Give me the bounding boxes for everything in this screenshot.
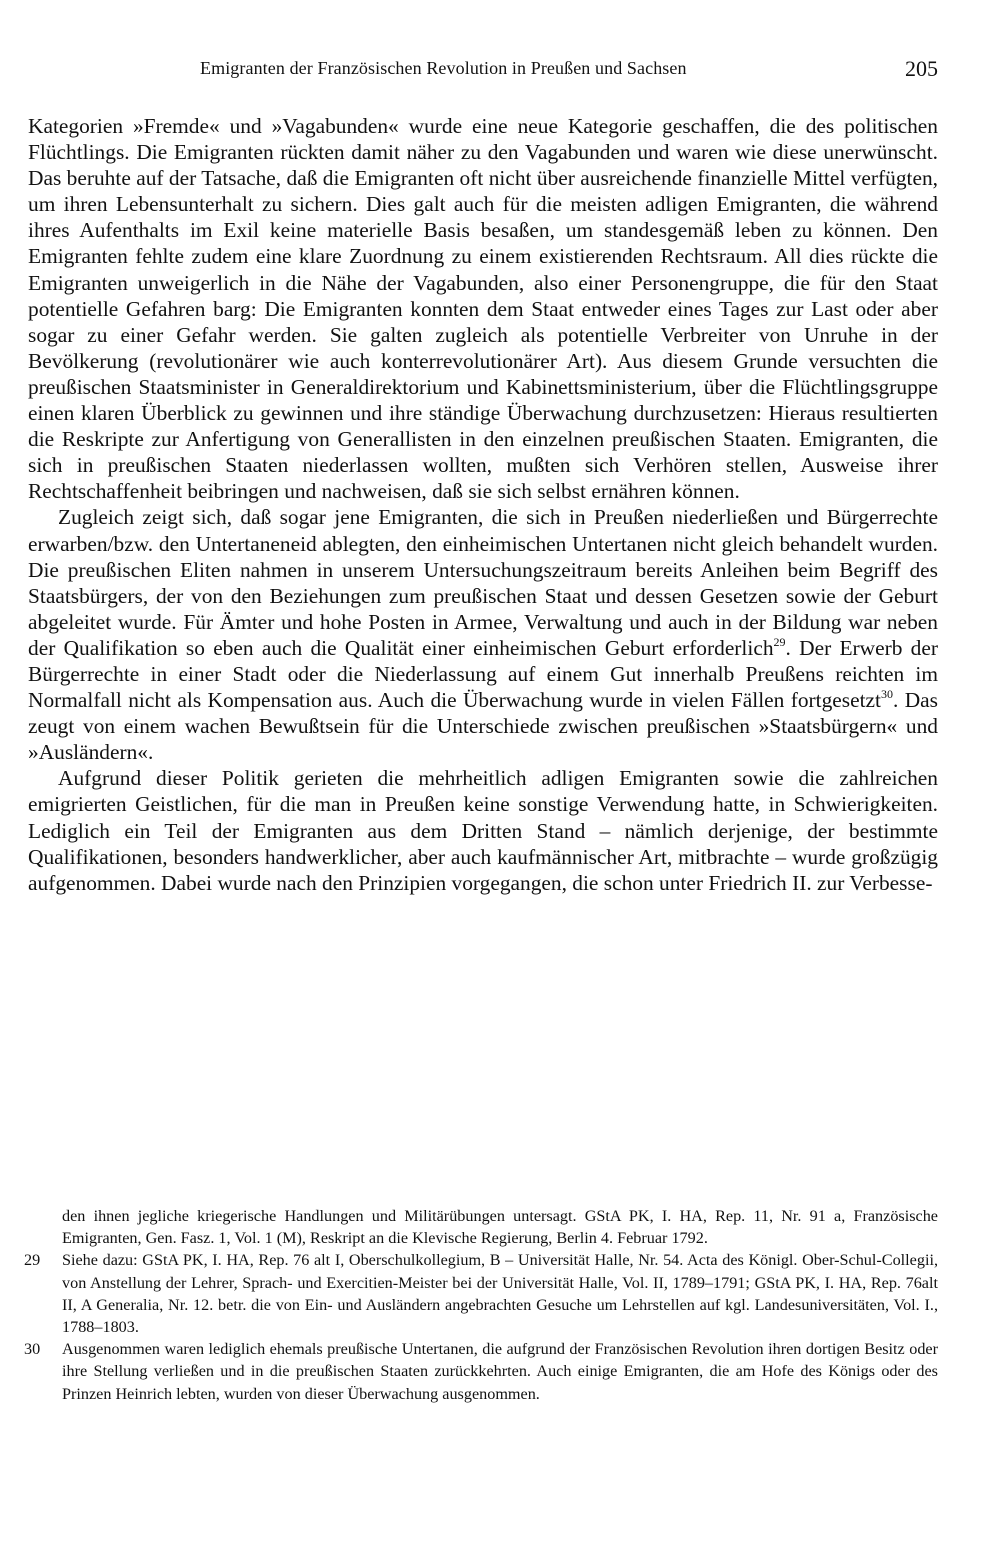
footnote-number: 30 <box>24 1340 41 1359</box>
footnote-text: Ausgenommen waren lediglich ehemals preußische Untertanen, die aufgrund der Französischen Revolution ihren dortigen Besitz oder ihre Stellung verließen und in die preußischen Staaten zurückkehrten. Auch einige Emigranten, die am Hofe des Königs oder des Prinzen Heinrich lebten, wurden von dieser Überwachung ausgenommen. <box>62 1340 938 1403</box>
paragraph-3: Aufgrund dieser Politik gerieten die mehrheitlich adligen Emigranten sowie die zahlreichen emigrierten Geistlichen, für die man in Preußen keine sonstige Verwendung hatte, in Schwierigkeiten. Lediglich ein Teil der Emigranten aus dem Dritten Stand – nämlich derjenige, der bestimmte Qualifikationen, besonders handwerklicher, aber auch kaufmännischer Art, mitbrachte – wurde großzügig aufgenommen. Dabei wurde nach den Prinzipien vorgegangen, die schon unter Friedrich II. zur Verbesse- <box>28 766 938 895</box>
footnote-ref-29[interactable]: 29 <box>773 634 786 649</box>
footnote-text: Siehe dazu: GStA PK, I. HA, Rep. 76 alt I, Oberschulkollegium, B – Universität Halle, Nr. 54. Acta des Königl. Ober-Schul-Collegii, von Anstellung der Lehrer, Sprach- und Exercitien-Meister bei der Universität Halle, Vol. II, 1789–1791; GStA PK, I. HA, Rep. 76alt II, A Generalia, Nr. 12. betr. die von Ein- und Ausländern angebrachten Gesuche um Lehrstellen auf kgl. Landesuniversitäten, Vol. I., 1788–1803. <box>62 1251 938 1337</box>
paragraph-1: Kategorien »Fremde« und »Vagabunden« wurde eine neue Kategorie geschaffen, die des politischen Flüchtlings. Die Emigranten rückten damit näher zu den Vagabunden und waren wie diese unerwünscht. Das beruhte auf der Tatsache, daß die Emigranten oft nicht über ausreichende finanzielle Mittel verfügten, um ihren Lebensunterhalt zu sichern. Dies galt auch für die meisten adligen Emigranten, die während ihres Aufenthalts im Exil keine materielle Basis besaßen, um standesgemäß leben zu können. Den Emigranten fehlte zudem eine klare Zuordnung zu einem existierenden Rechtsraum. All dies rückte die Emigranten unweigerlich in die Nähe der Vagabunden, also einer Personengruppe, die für den Staat potentielle Gefahren barg: Die Emigranten konnten dem Staat entweder eines Tages zur Last oder aber sogar zu einer Gefahr werden. Sie galten zugleich als potentielle Verbreiter von Unruhe in der Bevölkerung (revolutionärer wie auch konterrevolutionärer Art). Aus diesem Grunde versuchten die preußischen Staatsminister in Generaldirektorium und Kabinettsministerium, über die Flüchtlingsgruppe einen klaren Überblick zu gewinnen und ihre ständige Überwachung durchzusetzen: Hieraus resultierten die Reskripte zur Anfertigung von Generallisten in den einzelnen preußischen Staaten. Emigranten, die sich in preußischen Staaten niederlassen wollten, mußten sich Verhören stellen, Ausweise ihrer Rechtschaffenheit beibringen und nachweisen, daß sie sich selbst ernähren können. <box>28 114 938 504</box>
paragraph-2-part-1: Zugleich zeigt sich, daß sogar jene Emigranten, die sich in Preußen niederließen und Bürgerrechte erwarben/bzw. den Untertaneneid ablegten, den einheimischen Untertanen nicht gleich behandelt wurden. Die preußischen Eliten nahmen in unserem Untersuchungszeitraum bereits Anleihen beim Begriff des Staatsbürgers, der von den Beziehungen zum preußischen Staat und dessen Gesetzen sowie der Geburt abgeleitet wurde. Für Ämter und hohe Posten in Armee, Verwaltung und auch in der Bildung war neben der Qualifikation so eben auch die Qualität einer einheimischen Geburt erforderlich <box>28 505 938 660</box>
main-text <box>28 113 938 896</box>
footnote-30 <box>24 1338 938 1405</box>
footnotes <box>24 1205 938 1405</box>
footnote-number: 29 <box>24 1251 41 1270</box>
page-number: 205 <box>905 56 938 81</box>
footnote-ref-30[interactable]: 30 <box>880 687 893 702</box>
footnote-continuation: den ihnen jegliche kriegerische Handlungen und Militärübungen untersagt. GStA PK, I. HA, Rep. 11, Nr. 91 a, Französische Emigranten, Gen. Fasz. 1, Vol. 1 (M), Reskript an die Klevische Regierung, Berlin 4. Februar 1792. <box>62 1207 938 1248</box>
footnote-29 <box>24 1249 938 1338</box>
paragraph-2 <box>28 504 938 765</box>
page-header <box>28 58 938 92</box>
running-title: Emigranten der Französischen Revolution in Preußen und Sachsen <box>200 58 687 78</box>
paragraph-2-part-3: . Das zeugt von einem wachen Bewußtsein für die Unterschiede zwischen preußischen »Staatsbürgern« und »Ausländern«. <box>28 688 938 765</box>
paragraph-2-part-2: . Der Erwerb der Bürgerrechte in einer Stadt oder die Niederlassung auf einem Gut innerhalb Preußens reichten im Normalfall nicht als Kompensation aus. Auch die Überwachung wurde in vielen Fällen fortgesetzt <box>28 635 938 713</box>
